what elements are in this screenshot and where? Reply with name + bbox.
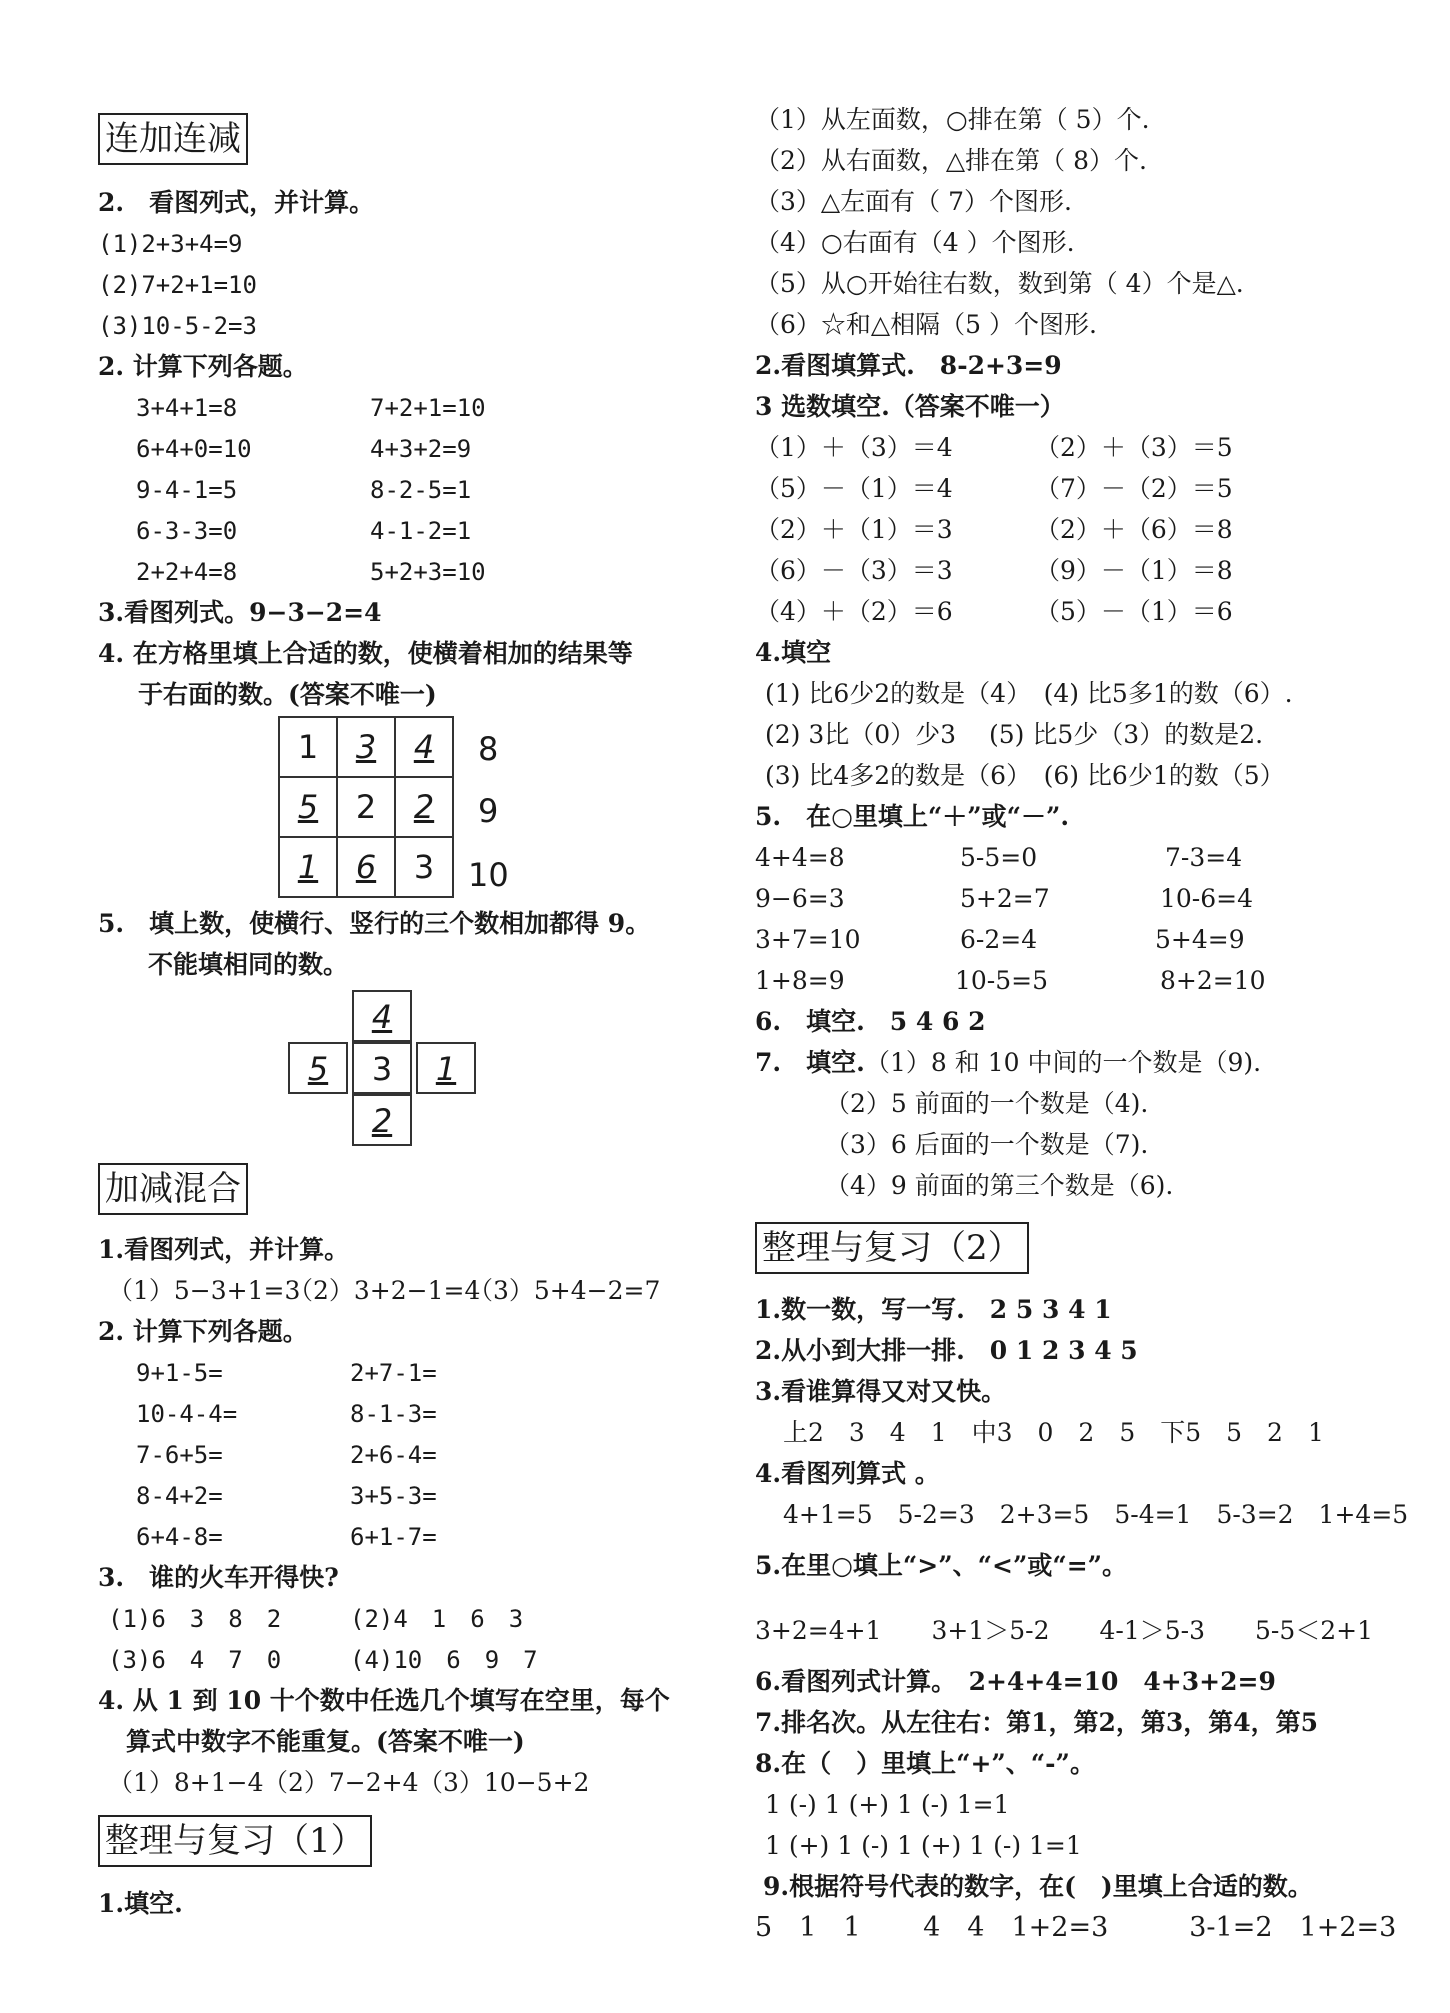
sign-item: 3+7=10	[755, 925, 861, 954]
answer-line: 1 (-) 1 (+) 1 (-) 1=1	[765, 1790, 1010, 1819]
calc-item: 9+1-5=	[136, 1359, 223, 1387]
select-fill-item: （2）＋（6）＝8	[1035, 515, 1233, 544]
select-fill-item: （7）－（2）＝5	[1035, 474, 1233, 503]
grid-cell: 1	[279, 717, 337, 777]
fill-item: （3）△左面有（ 7）个图形.	[755, 187, 1072, 216]
section-title-review-1: 整理与复习（1）	[98, 1815, 372, 1867]
calc-item: 8-4+2=	[136, 1482, 223, 1510]
answer-line: (3)6 4 7 0	[108, 1646, 282, 1674]
question-title: 于右面的数。(答案不唯一)	[138, 680, 437, 709]
fill-item: (3) 比4多2的数是（6） (6) 比6少1的数（5）	[765, 761, 1285, 790]
select-fill-item: （2）＋（3）＝5	[1035, 433, 1233, 462]
answer-line: （1）8+1−4	[108, 1768, 264, 1797]
sign-item: 5-5=0	[960, 843, 1038, 872]
calc-item: 6+4+0=10	[136, 435, 252, 463]
question-title: 3. 谁的火车开得快?	[98, 1563, 339, 1592]
calc-item: 4-1-2=1	[370, 517, 472, 545]
select-fill-item: （1）＋（3）＝4	[755, 433, 953, 462]
answer-line: 4+1=5 5-2=3 2+3=5 5-4=1 5-3=2 1+4=5	[783, 1500, 1409, 1529]
calc-item: 6-3-3=0	[136, 517, 238, 545]
select-fill-item: （5）－（1）＝4	[755, 474, 953, 503]
cross-cell-bottom: 2	[352, 1094, 412, 1146]
fill-item: （6）☆和△相隔（5 ）个图形.	[755, 310, 1097, 339]
sign-item: 10-6=4	[1160, 884, 1254, 913]
question-title: 6.看图列式计算。 2+4+4=10 4+3+2=9	[755, 1667, 1276, 1696]
sign-item: 5+2=7	[960, 884, 1050, 913]
select-fill-item: （4）＋（2）＝6	[755, 597, 953, 626]
calc-item: 2+7-1=	[350, 1359, 437, 1387]
fill-item: （2）从右面数，△排在第（ 8）个.	[755, 146, 1147, 175]
cross-cell-right: 1	[416, 1042, 476, 1094]
fill-item: (1) 比6少2的数是（4） (4) 比5多1的数（6）.	[765, 679, 1293, 708]
section-title-mixed: 加减混合	[98, 1163, 248, 1215]
fill-item: （4）9 前面的第三个数是（6).	[825, 1171, 1174, 1200]
sign-item: 9−6=3	[755, 884, 845, 913]
calc-item: 2+6-4=	[350, 1441, 437, 1469]
question-title: 4. 从 1 到 10 十个数中任选几个填写在空里，每个	[98, 1686, 670, 1715]
fill-item: （1）8 和 10 中间的一个数是（9).	[865, 1048, 1262, 1077]
question-title: 1.填空.	[98, 1889, 183, 1918]
answer-line: （2）3+2−1=4	[288, 1276, 481, 1305]
row-sum: 10	[468, 856, 509, 894]
select-fill-item: （2）＋（1）＝3	[755, 515, 953, 544]
calc-item: 7-6+5=	[136, 1441, 223, 1469]
calc-item: 6+4-8=	[136, 1523, 223, 1551]
section-title-addsub-chain: 连加连减	[98, 113, 248, 165]
grid-cell-answer: 2	[395, 777, 453, 837]
calc-item: 8-2-5=1	[370, 476, 472, 504]
calc-item: 8-1-3=	[350, 1400, 437, 1428]
grid-cell-answer: 6	[337, 837, 395, 897]
question-title: 1.数一数，写一写. 2 5 3 4 1	[755, 1295, 1112, 1324]
fill-item: （5）从○开始往右数，数到第（ 4）个是△.	[755, 269, 1244, 298]
cross-cell-center: 3	[352, 1042, 412, 1094]
question-title: 2. 看图列式，并计算。	[98, 188, 375, 217]
section-title-review-2: 整理与复习（2）	[755, 1222, 1029, 1274]
answer-line: （1）5−3+1=3	[108, 1276, 301, 1305]
question-title: 5. 在○里填上“＋”或“－”.	[755, 802, 1070, 831]
question-title: 9.根据符号代表的数字，在( )里填上合适的数。	[763, 1872, 1313, 1901]
calc-item: 5+2+3=10	[370, 558, 486, 586]
calc-item: 6+1-7=	[350, 1523, 437, 1551]
select-fill-item: （9）－（1）＝8	[1035, 556, 1233, 585]
sign-item: 4+4=8	[755, 843, 845, 872]
sign-item: 1+8=9	[755, 966, 845, 995]
sign-item: 7-3=4	[1165, 843, 1243, 872]
question-title: 3 选数填空.（答案不唯一）	[755, 392, 1065, 421]
number-grid	[278, 716, 454, 898]
calc-item: 7+2+1=10	[370, 394, 486, 422]
row-sum: 9	[478, 792, 499, 830]
fill-item: (2) 3比（0）少3 (5) 比5少（3）的数是2.	[765, 720, 1264, 749]
question-title: 5. 填上数，使横行、竖行的三个数相加都得 9。	[98, 909, 651, 938]
cross-cell-top: 4	[352, 990, 412, 1042]
question-title: 2. 计算下列各题。	[98, 1317, 308, 1346]
grid-cell-answer: 3	[337, 717, 395, 777]
answer-line: 上2 3 4 1 中3 0 2 5 下5 5 2 1	[783, 1418, 1324, 1447]
grid-cell-answer: 1	[279, 837, 337, 897]
question-title: 2.看图填算式. 8-2+3=9	[755, 351, 1062, 380]
answer-line: (2)7+2+1=10	[98, 271, 257, 299]
question-title: 4.填空	[755, 638, 832, 667]
question-title: 3.看图列式。9−3−2=4	[98, 598, 382, 627]
answer-line: 3+2=4+1 3+1＞5-2 4-1＞5-3 5-5＜2+1	[755, 1616, 1374, 1645]
fill-item: （1）从左面数，○排在第（ 5）个.	[755, 105, 1150, 134]
question-title: 4. 在方格里填上合适的数，使横着相加的结果等	[98, 639, 633, 668]
question-title: 6. 填空. 5 4 6 2	[755, 1007, 986, 1036]
calc-item: 4+3+2=9	[370, 435, 472, 463]
sign-item: 5+4=9	[1155, 925, 1245, 954]
question-title: 3.看谁算得又对又快。	[755, 1377, 1007, 1406]
select-fill-item: （5）－（1）＝6	[1035, 597, 1233, 626]
calc-item: 9-4-1=5	[136, 476, 238, 504]
grid-cell: 3	[395, 837, 453, 897]
fill-item: （2）5 前面的一个数是（4).	[825, 1089, 1149, 1118]
answer-line: （2）7−2+4	[263, 1768, 419, 1797]
question-title: 4.看图列算式 。	[755, 1459, 940, 1488]
answer-line: (2)4 1 6 3	[350, 1605, 524, 1633]
grid-cell-answer: 5	[279, 777, 337, 837]
answer-line: (3)10-5-2=3	[98, 312, 257, 340]
row-sum: 8	[478, 730, 499, 768]
question-title: 5.在里○填上“>”、“<”或“=”。	[755, 1551, 1128, 1580]
question-title: 8.在（ ）里填上“+”、“-”。	[755, 1749, 1095, 1778]
grid-cell-answer: 4	[395, 717, 453, 777]
question-title: 算式中数字不能重复。(答案不唯一)	[126, 1727, 525, 1756]
sign-item: 6-2=4	[960, 925, 1038, 954]
answer-line: (1)6 3 8 2	[108, 1605, 282, 1633]
answer-line: （3）10−5+2	[418, 1768, 590, 1797]
calc-item: 10-4-4=	[136, 1400, 238, 1428]
sign-item: 10-5=5	[955, 966, 1049, 995]
grid-cell: 2	[337, 777, 395, 837]
question-title: 2. 计算下列各题。	[98, 352, 308, 381]
answer-line: （3）5+4−2=7	[468, 1276, 661, 1305]
question-title: 1.看图列式，并计算。	[98, 1235, 350, 1264]
answer-line: 5 1 1 4 4 1+2=3 3-1=2 1+2=3	[755, 1912, 1397, 1943]
calc-item: 3+5-3=	[350, 1482, 437, 1510]
question-title: 7.排名次。从左往右：第1，第2，第3，第4，第5	[755, 1708, 1319, 1737]
question-title: 不能填相同的数。	[148, 950, 349, 979]
fill-item: （4）○右面有（4 ）个图形.	[755, 228, 1075, 257]
select-fill-item: （6）－（3）＝3	[755, 556, 953, 585]
question-title: 7. 填空.	[755, 1048, 865, 1077]
sign-item: 8+2=10	[1160, 966, 1266, 995]
calc-item: 3+4+1=8	[136, 394, 238, 422]
answer-line: (4)10 6 9 7	[350, 1646, 538, 1674]
question-title: 2.从小到大排一排. 0 1 2 3 4 5	[755, 1336, 1138, 1365]
cross-cell-left: 5	[288, 1042, 348, 1094]
answer-line: (1)2+3+4=9	[98, 230, 243, 258]
answer-line: 1 (+) 1 (-) 1 (+) 1 (-) 1=1	[765, 1831, 1082, 1860]
fill-item: （3）6 后面的一个数是（7).	[825, 1130, 1149, 1159]
calc-item: 2+2+4=8	[136, 558, 238, 586]
